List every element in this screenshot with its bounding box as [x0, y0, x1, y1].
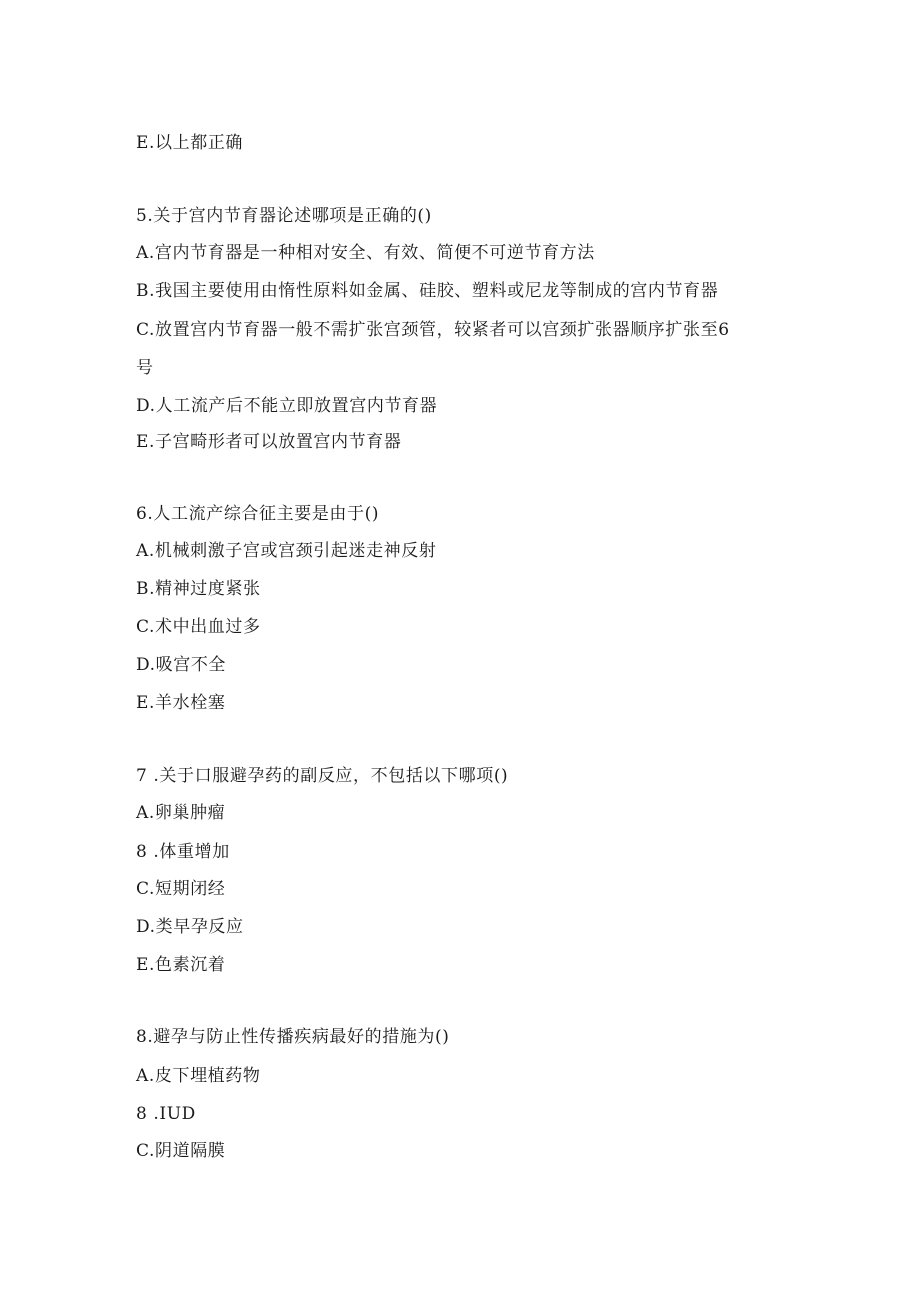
option-e-q7: E.色素沉着 [136, 955, 226, 975]
option-c-q8: C.阴道隔膜 [136, 1141, 226, 1161]
option-a-q5: A.宫内节育器是一种相对安全、有效、简便不可逆节育方法 [136, 243, 595, 263]
option-a-q6: A.机械刺激子宫或宫颈引起迷走神反射 [136, 541, 437, 561]
option-e-q6: E.羊水栓塞 [136, 693, 226, 713]
question-8: 8.避孕与防止性传播疾病最好的措施为() [136, 1027, 450, 1047]
option-b-q8: 8 .IUD [136, 1104, 196, 1124]
option-c-q5: C.放置宫内节育器一般不需扩张宫颈管，较紧者可以宫颈扩张器顺序扩张至6 [136, 320, 730, 340]
option-d-q6: D.吸宫不全 [136, 655, 227, 675]
question-6: 6.人工流产综合征主要是由于() [136, 504, 380, 524]
option-e-q4: E.以上都正确 [136, 133, 244, 153]
question-5: 5.关于宫内节育器论述哪项是正确的() [136, 206, 432, 226]
option-c-q6: C.术中出血过多 [136, 617, 261, 637]
option-a-q7: A.卵巢肿瘤 [136, 803, 226, 823]
option-b-q6: B.精神过度紧张 [136, 579, 261, 599]
option-d-q5: D.人工流产后不能立即放置宫内节育器 [136, 396, 438, 416]
question-7: 7 .关于口服避孕药的副反应，不包括以下哪项() [136, 766, 509, 786]
option-b-q7: 8 .体重增加 [136, 842, 230, 862]
option-c-q5-continued: 号 [136, 358, 154, 378]
option-c-q7: C.短期闭经 [136, 879, 226, 899]
option-e-q5: E.子宫畸形者可以放置宫内节育器 [136, 432, 402, 452]
option-d-q7: D.类早孕反应 [136, 917, 244, 937]
option-a-q8: A.皮下埋植药物 [136, 1066, 261, 1086]
option-b-q5: B.我国主要使用由惰性原料如金属、硅胶、塑料或尼龙等制成的宫内节育器 [136, 281, 719, 301]
